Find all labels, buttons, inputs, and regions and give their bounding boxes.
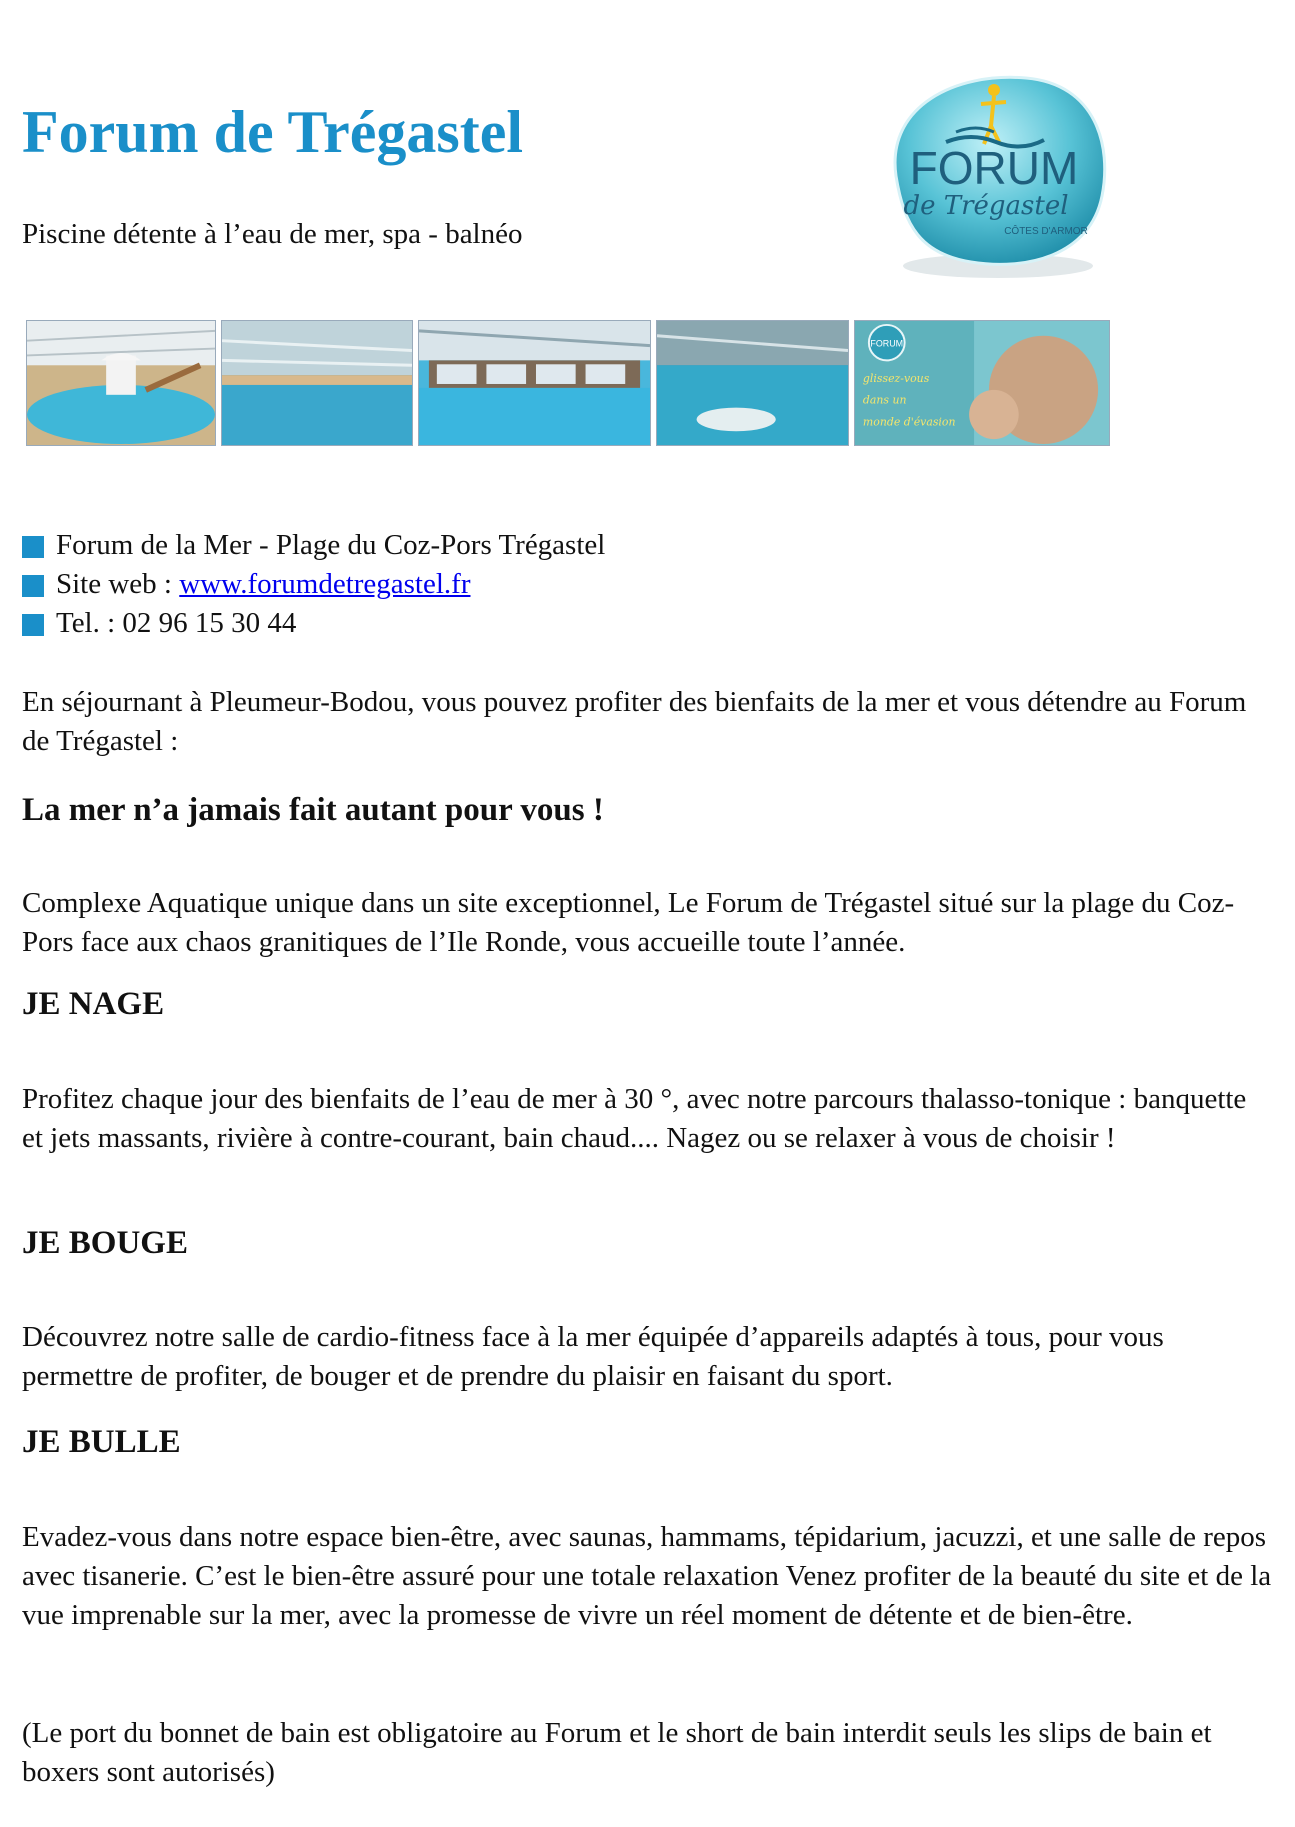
pool-photo-1 [26, 320, 216, 446]
intro-paragraph: En séjournant à Pleumeur-Bodou, vous pouvez profiter des bienfaits de la mer et vous détendre au Forum de Trégastel : [22, 686, 1247, 757]
address-row [22, 526, 605, 565]
note-paragraph: (Le port du bonnet de bain est obligatoire au Forum et le short de bain interdit seuls les slips de bain et boxers sont autorisés) [22, 1717, 1212, 1788]
phone-text: Tel. : 02 96 15 30 44 [56, 607, 297, 639]
promo-line-3: monde d'évasion [862, 415, 956, 429]
page-title: Forum de Trégastel [22, 99, 524, 165]
section-heading-bouge: JE BOUGE [22, 1225, 188, 1261]
address-text: Forum de la Mer - Plage du Coz-Pors Trégastel [56, 529, 606, 561]
website-link[interactable]: www.forumdetregastel.fr [179, 568, 471, 600]
forum-logo [876, 66, 1116, 288]
website-label: Site web : [56, 568, 180, 600]
promo-line-2: dans un [862, 393, 907, 407]
square-bullet-icon [22, 614, 44, 636]
logo-region-text: CÔTES D'ARMOR [1004, 226, 1088, 237]
pool-photo-4 [656, 320, 849, 446]
logo-script-text: de Trégastel [903, 191, 1069, 221]
pool-photo-2 [221, 320, 413, 446]
square-bullet-icon [22, 575, 44, 597]
section-text-bulle: Evadez-vous dans notre espace bien-être, avec saunas, hammams, tépidarium, jacuzzi, et une salle de repos avec tisanerie. C’est le bien-être assuré pour une totale relaxation Venez profiter de la beauté du site et de la vue imprenable sur la mer, avec la promesse de vivre un réel moment de détente et de bien-être. [22, 1521, 1272, 1631]
page-subtitle: Piscine détente à l’eau de mer, spa - balnéo [22, 218, 523, 250]
description-paragraph: Complexe Aquatique unique dans un site exceptionnel, Le Forum de Trégastel situé sur la plage du Coz-Pors face aux chaos granitiques de l’Ile Ronde, vous accueille toute l’année. [22, 887, 1235, 958]
square-bullet-icon [22, 536, 44, 558]
section-text-bouge: Découvrez notre salle de cardio-fitness face à la mer équipée d’appareils adaptés à tous, pour vous permettre de profiter, de bouger et de prendre du plaisir en faisant du sport. [22, 1321, 1164, 1392]
spa-promo-photo [854, 320, 1110, 446]
logo-main-text: FORUM [909, 142, 1079, 194]
section-heading-bulle: JE BULLE [22, 1424, 181, 1460]
contact-info [22, 526, 605, 643]
pool-photo-3 [418, 320, 651, 446]
promo-badge: FORUM [870, 338, 904, 349]
slogan-heading: La mer n’a jamais fait autant pour vous ! [22, 792, 604, 828]
section-heading-nage: JE NAGE [22, 986, 165, 1022]
section-text-nage: Profitez chaque jour des bienfaits de l’eau de mer à 30 °, avec notre parcours thalasso-tonique : banquette et jets massants, rivière à contre-courant, bain chaud.... Nagez ou se relaxer à vous de choisir ! [22, 1083, 1247, 1154]
phone-row [22, 604, 605, 643]
promo-line-1: glissez-vous [862, 372, 930, 386]
website-row [22, 565, 605, 604]
photo-strip [26, 320, 1110, 446]
